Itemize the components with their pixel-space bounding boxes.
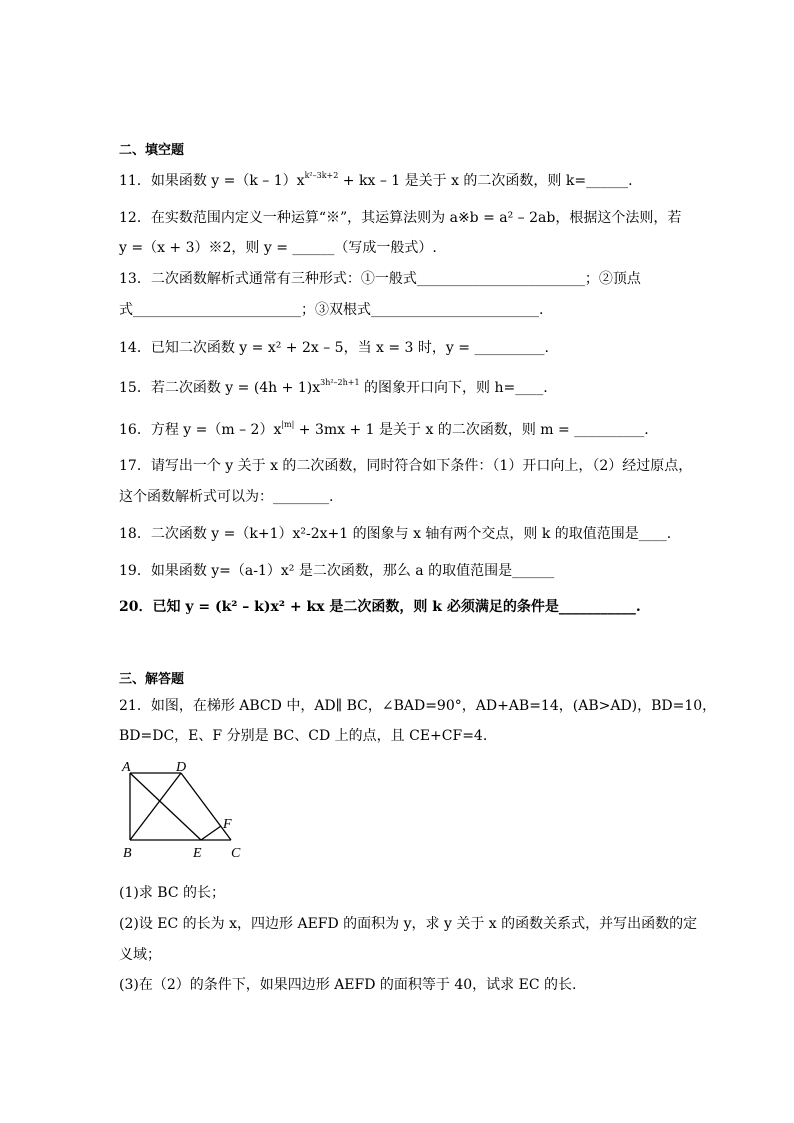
question-number: 19． — [119, 563, 151, 579]
question-text: 的图象开口向下，则 h=____. — [359, 380, 548, 396]
question-11 — [119, 173, 633, 191]
question-text: 已知二次函数 y = x² + 2x – 5，当 x = 3 时，y = __________. — [150, 340, 549, 356]
question-number: 13． — [119, 271, 151, 287]
question-number: 12． — [119, 210, 151, 226]
question-number: 15． — [119, 380, 151, 396]
segment-ef — [201, 826, 221, 840]
question-15 — [119, 380, 548, 398]
question-20 — [119, 599, 641, 615]
label-a: A — [122, 760, 131, 775]
question-21-line-2: BD=DC，E、F 分别是 BC、CD 上的点，且 CE+CF=4. — [119, 728, 488, 744]
figure-lines — [130, 773, 231, 840]
question-17-line-2: 这个函数解析式可以为：________. — [119, 489, 334, 505]
question-number: 17． — [119, 458, 151, 474]
question-number: 20． — [119, 599, 153, 615]
label-e: E — [193, 846, 202, 861]
question-text: 若二次函数 y = (4h + 1)x — [150, 380, 321, 396]
question-text: 二次函数 y =（k+1）x²-2x+1 的图象与 x 轴有两个交点，则 k 的取值范围是____. — [150, 526, 672, 542]
question-text: 如果函数 y=（a-1）x² 是二次函数，那么 a 的取值范围是______ — [150, 563, 555, 579]
question-21-part-2-line-1: (2)设 EC 的长为 x，四边形 AEFD 的面积为 y，求 y 关于 x 的函数关系式，并写出函数的定 — [119, 916, 698, 932]
question-text: + 3mx + 1 是关于 x 的二次函数，则 m = __________. — [294, 422, 649, 438]
question-text: + kx – 1 是关于 x 的二次函数，则 k=______. — [338, 173, 633, 189]
question-number: 16． — [119, 422, 151, 438]
question-21-part-2-line-2: 义域； — [119, 947, 161, 963]
question-12-line-2: y =（x + 3）※2，则 y = ______（写成一般式）. — [119, 240, 437, 256]
question-text: 在实数范围内定义一种运算“※”，其运算法则为 a※b = a² – 2ab，根据这个法则，若 — [150, 210, 682, 226]
question-16 — [119, 422, 649, 440]
question-text: 二次函数解析式通常有三种形式：①一般式________________________；②顶点 — [150, 271, 641, 287]
question-text: 请写出一个 y 关于 x 的二次函数，同时符合如下条件：（1）开口向上，（2）经过原点， — [150, 458, 693, 474]
question-text: 如图，在梯形 ABCD 中，AD∥ BC，∠BAD=90°，AD+AB=14，(AB>AD)，BD=10， — [150, 698, 717, 714]
question-number: 18． — [119, 526, 151, 542]
segment-ae — [130, 773, 201, 840]
question-18 — [119, 526, 671, 542]
question-text: 如果函数 y =（k – 1）x — [150, 173, 305, 189]
question-text: 已知 y = (k² – k)x² + kx 是二次函数，则 k 必须满足的条件是___________. — [152, 599, 641, 615]
question-14 — [119, 340, 549, 356]
question-13-line-1 — [119, 271, 641, 287]
question-17-line-1 — [119, 458, 692, 474]
question-21-part-1: (1)求 BC 的长； — [119, 885, 225, 901]
question-19 — [119, 563, 554, 579]
exponent: k²–3k+2 — [304, 171, 339, 180]
question-13-line-2: 式________________________；③双根式________________________. — [119, 302, 544, 318]
question-21-line-1 — [119, 698, 716, 714]
question-text: 方程 y =（m – 2）x — [150, 422, 282, 438]
exponent: 3h²–2h+1 — [320, 378, 360, 387]
label-b: B — [123, 846, 132, 861]
question-number: 14． — [119, 340, 151, 356]
label-c: C — [231, 846, 241, 861]
exponent: |m| — [281, 420, 295, 429]
segment-bd — [130, 773, 181, 840]
label-d: D — [176, 760, 187, 775]
trapezoid-figure — [117, 760, 257, 865]
question-number: 21． — [119, 698, 151, 714]
section-heading-solve: 三、解答题 — [119, 672, 185, 687]
question-number: 11． — [119, 173, 151, 189]
question-21-part-3: (3)在（2）的条件下，如果四边形 AEFD 的面积等于 40，试求 EC 的长. — [119, 977, 577, 993]
label-f: F — [223, 817, 232, 832]
section-heading-fill-blank: 二、填空题 — [119, 143, 185, 158]
question-12-line-1 — [119, 210, 681, 226]
